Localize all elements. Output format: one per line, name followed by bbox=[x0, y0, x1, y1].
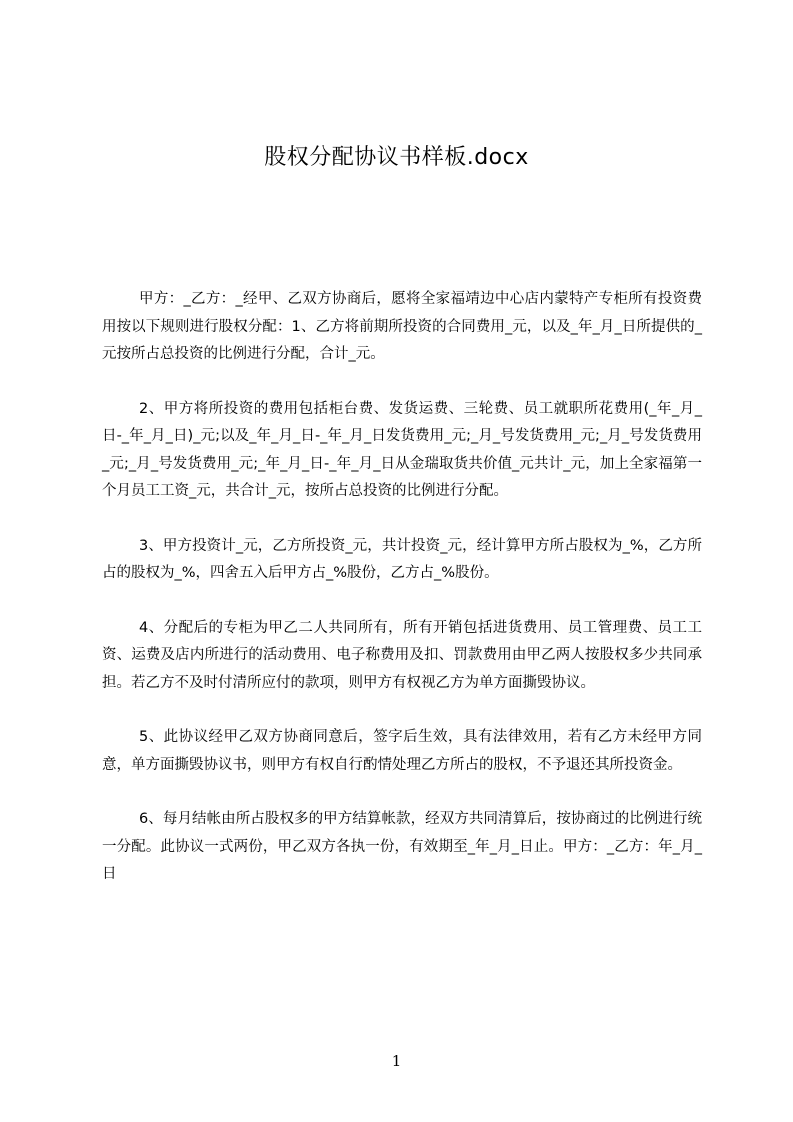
paragraph-5: 5、此协议经甲乙双方协商同意后，签字后生效，具有法律效用，若有乙方未经甲方同意，单方面撕毁协议书，则甲方有权自行酌情处理乙方所占的股权，不予退还其所投资金。 bbox=[102, 729, 702, 773]
page-number: 1 bbox=[391, 1052, 402, 1070]
paragraph-2: 2、甲方将所投资的费用包括柜台费、发货运费、三轮费、员工就职所花费用(_年_月_日-_年_月_日)_元;以及_年_月_日-_年_月_日发货费用_元;_月_号发货费用_元;_月_号发货费用_元;_月_号发货费用_元;_年_月_日-_年_月_日从金瑞取货共价值_元共计_元，加上全家福第一个月员工工资_元，共合计_元，按所占总投资的比例进行分配。 bbox=[102, 400, 702, 499]
paragraph-1: 甲方：_乙方：_经甲、乙双方协商后，愿将全家福靖边中心店内蒙特产专柜所有投资费用按以下规则进行股权分配：1、乙方将前期所投资的合同费用_元，以及_年_月_日所提供的_元按所占总投资的比例进行分配，合计_元。 bbox=[102, 291, 702, 362]
paragraph-3: 3、甲方投资计_元，乙方所投资_元，共计投资_元，经计算甲方所占股权为_%，乙方所占的股权为_%，四舍五入后甲方占_%股份，乙方占_%股份。 bbox=[102, 537, 702, 581]
paragraph-4: 4、分配后的专柜为甲乙二人共同所有，所有开销包括进货费用、员工管理费、员工工资、运费及店内所进行的活动费用、电子称费用及扣、罚款费用由甲乙两人按股权多少共同承担。若乙方不及时付清所应付的款项，则甲方有权视乙方为单方面撕毁协议。 bbox=[102, 619, 702, 691]
document-body bbox=[102, 286, 702, 916]
document-title: 股权分配协议书样板.docx bbox=[264, 145, 529, 170]
paragraph-6: 6、每月结帐由所占股权多的甲方结算帐款，经双方共同清算后，按协商过的比例进行统一分配。此协议一式两份，甲乙双方各执一份，有效期至_年_月_日止。甲方：_乙方：年_月_日 bbox=[102, 811, 702, 882]
